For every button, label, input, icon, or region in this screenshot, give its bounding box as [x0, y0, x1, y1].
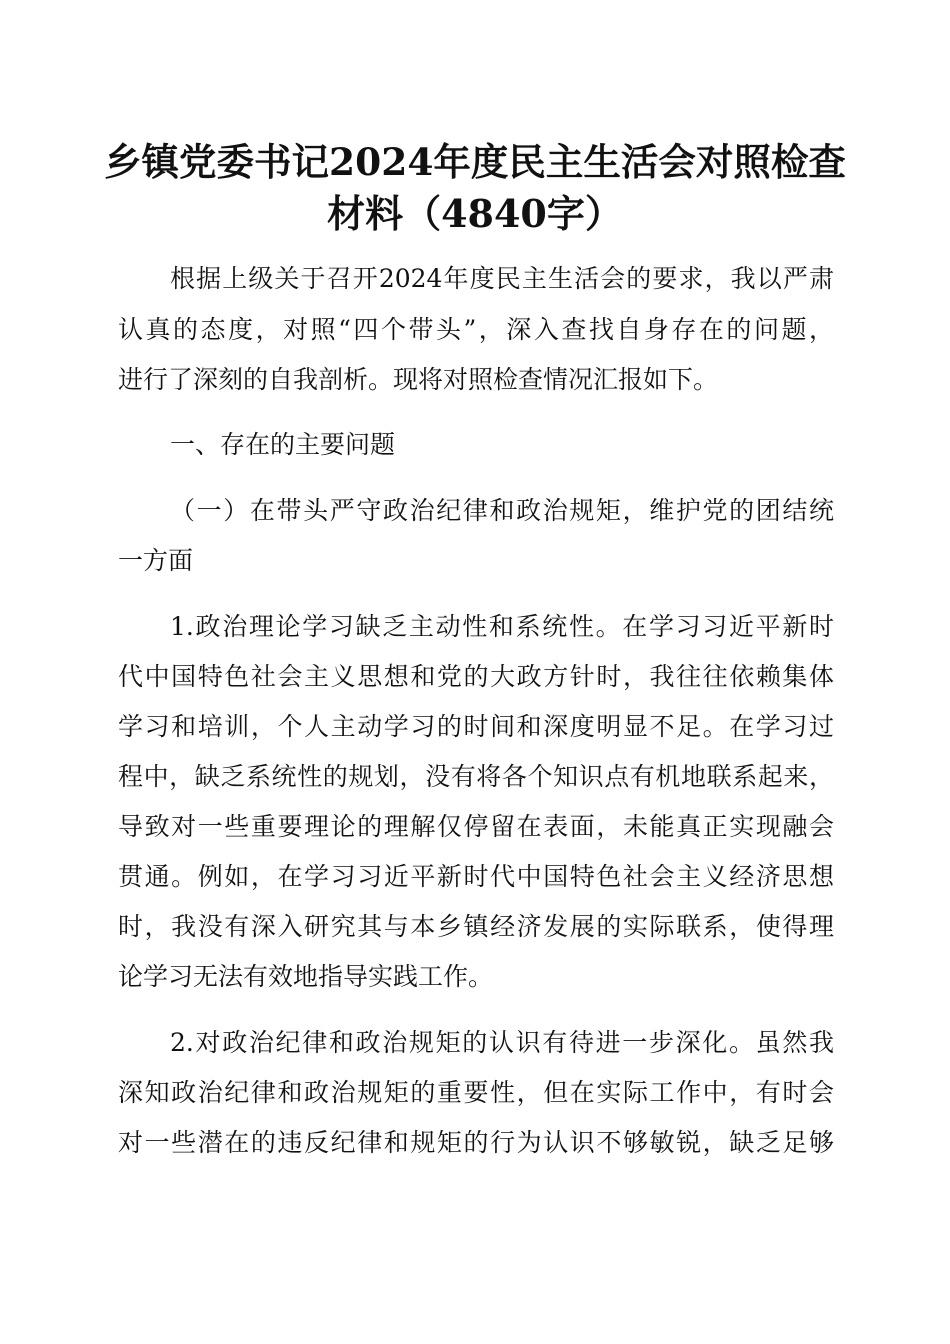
item2-line-3: 对一些潜在的违反纪律和规矩的行为认识不够敏锐，缺乏足够 — [118, 1128, 834, 1157]
item1-line-5: 导致对一些重要理论的理解仅停留在表面，未能真正实现融会 — [118, 812, 834, 841]
subsection-heading-line-1: （一）在带头严守政治纪律和政治规矩，维护党的团结统 — [170, 496, 834, 525]
intro-line-2: 认真的态度，对照“四个带头”，深入查找自身存在的问题， — [118, 315, 834, 344]
intro-line-3: 进行了深刻的自我剖析。现将对照检查情况汇报如下。 — [118, 365, 719, 394]
item2-line-1: 2.对政治纪律和政治规矩的认识有待进一步深化。虽然我 — [170, 1028, 834, 1057]
item1-line-2: 代中国特色社会主义思想和党的大政方针时，我往往依赖集体 — [118, 662, 834, 691]
subsection-heading-line-2: 一方面 — [118, 546, 194, 575]
document-title-line-2: 材料（4840字） — [327, 191, 623, 236]
item1-line-4: 程中，缺乏系统性的规划，没有将各个知识点有机地联系起来， — [118, 762, 834, 791]
item1-line-3: 学习和培训，个人主动学习的时间和深度明显不足。在学习过 — [118, 712, 834, 741]
intro-line-1: 根据上级关于召开2024年度民主生活会的要求，我以严肃 — [170, 264, 834, 293]
section-heading-problems: 一、存在的主要问题 — [170, 430, 396, 459]
item1-line-6: 贯通。例如，在学习习近平新时代中国特色社会主义经济思想 — [118, 862, 834, 891]
item2-line-2: 深知政治纪律和政治规矩的重要性，但在实际工作中，有时会 — [118, 1078, 834, 1107]
item1-line-7: 时，我没有深入研究其与本乡镇经济发展的实际联系，使得理 — [118, 912, 834, 941]
document-title-line-1: 乡镇党委书记2024年度民主生活会对照检查 — [104, 140, 846, 184]
item1-line-1: 1.政治理论学习缺乏主动性和系统性。在学习习近平新时 — [170, 612, 834, 641]
item1-line-8: 论学习无法有效地指导实践工作。 — [118, 962, 494, 991]
